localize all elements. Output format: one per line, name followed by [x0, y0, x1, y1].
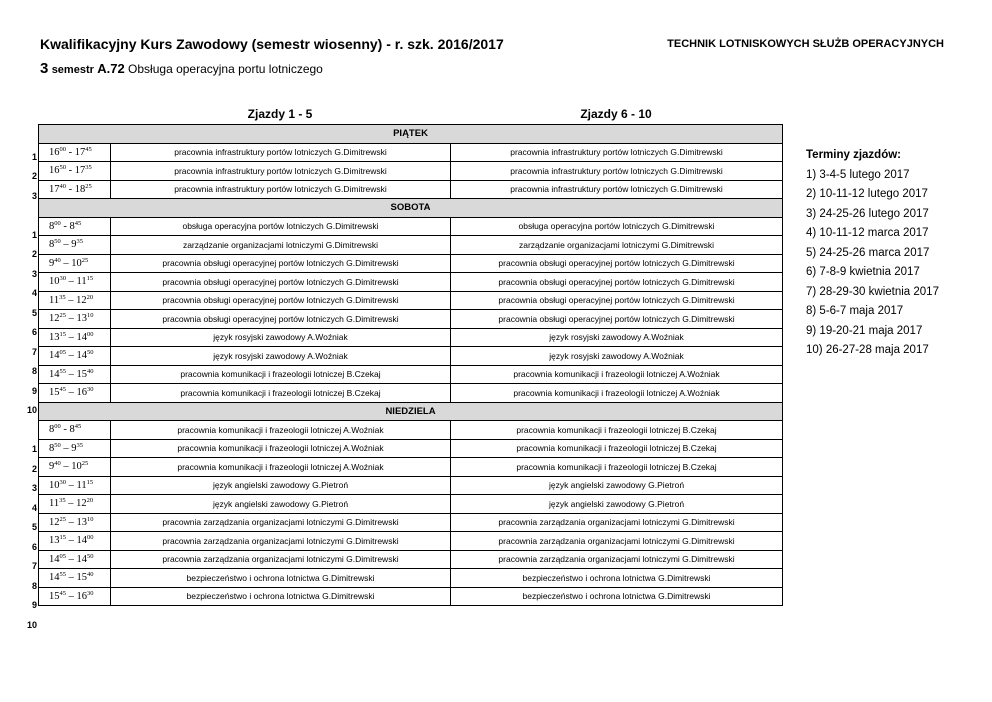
end-hour: 14	[76, 535, 87, 547]
end-minutes: 20	[86, 293, 94, 301]
start-hour: 9	[49, 257, 55, 269]
row-number: 9	[31, 385, 37, 396]
start-hour: 16	[49, 146, 60, 158]
time-separator: –	[66, 331, 77, 343]
start-minutes: 40	[54, 460, 61, 468]
row-number: 9	[31, 600, 37, 610]
row-number-column	[20, 124, 37, 631]
row-number-spacer	[20, 417, 37, 437]
start-hour: 17	[49, 183, 60, 195]
meeting-date-item: 4) 10-11-12 marca 2017	[806, 227, 929, 239]
meeting-date-item: 7) 28-29-30 kwietnia 2017	[806, 285, 939, 298]
class-cell-left: bezpieczeństwo i ochrona lotnictwa G.Dimitrewski	[111, 569, 451, 588]
row-number: 1	[31, 229, 37, 240]
end-minutes: 10	[87, 515, 94, 523]
start-minutes: 25	[59, 312, 66, 320]
end-minutes: 25	[85, 182, 92, 190]
start-hour: 15	[49, 387, 60, 399]
table-row	[39, 291, 783, 310]
end-hour: 9	[71, 442, 77, 454]
row-number: 2	[31, 171, 37, 181]
table-row	[39, 513, 783, 532]
start-hour: 8	[49, 239, 55, 251]
day-header: SOBOTA	[39, 199, 783, 218]
end-minutes: 00	[87, 534, 94, 542]
row-number: 5	[31, 307, 37, 318]
class-cell-left: pracownia infrastruktury portów lotniczych G.Dimitrewski	[111, 162, 451, 181]
meeting-date-item: 9) 19-20-21 maja 2017	[806, 324, 923, 337]
class-cell-left: pracownia komunikacji i frazeologii lotniczej A.Woźniak	[111, 439, 451, 458]
start-minutes: 45	[59, 589, 66, 597]
meeting-dates-title: Terminy zjazdów:	[806, 149, 901, 161]
semester-word: semestr	[51, 64, 94, 76]
start-minutes: 00	[54, 423, 61, 431]
time-separator: –	[66, 572, 77, 584]
table-row	[39, 365, 783, 384]
time-cell	[39, 291, 111, 310]
class-cell-left: pracownia obsługi operacyjnej portów lotniczych G.Dimitrewski	[111, 254, 451, 273]
meeting-date-item: 6) 7-8-9 kwietnia 2017	[806, 266, 920, 278]
row-number: 10	[26, 405, 37, 415]
time-separator: –	[66, 516, 77, 528]
table-row	[39, 476, 783, 495]
time-cell	[39, 495, 111, 514]
end-hour: 16	[76, 387, 87, 399]
row-number: 6	[31, 541, 37, 552]
time-cell	[39, 513, 111, 532]
start-minutes: 30	[59, 478, 66, 486]
row-number: 3	[31, 190, 37, 201]
class-cell-right: pracownia komunikacji i frazeologii lotniczej A.Woźniak	[451, 384, 783, 403]
end-hour: 12	[76, 498, 87, 510]
class-cell-right: pracownia infrastruktury portów lotniczych G.Dimitrewski	[451, 162, 783, 181]
time-separator: -	[60, 220, 70, 232]
class-cell-right: pracownia komunikacji i frazeologii lotniczej B.Czekaj	[451, 439, 783, 458]
table-row	[39, 180, 783, 199]
class-cell-right: zarządzanie organizacjami lotniczymi G.Dimitrewski	[451, 236, 783, 255]
class-cell-left: język rosyjski zawodowy A.Woźniak	[111, 347, 451, 366]
time-separator: –	[66, 276, 77, 288]
time-cell	[39, 180, 111, 199]
column-header-right: Zjazdy 6 - 10	[580, 107, 652, 121]
day-header-row	[39, 125, 783, 144]
start-hour: 14	[49, 350, 60, 362]
class-cell-right: pracownia zarządzania organizacjami lotniczymi G.Dimitrewski	[451, 532, 783, 551]
meeting-dates-list	[806, 146, 939, 361]
class-cell-left: pracownia obsługi operacyjnej portów lotniczych G.Dimitrewski	[111, 310, 451, 329]
end-hour: 13	[76, 516, 87, 528]
meeting-date-item: 5) 24-25-26 marca 2017	[806, 246, 930, 259]
start-minutes: 30	[59, 275, 66, 283]
end-minutes: 30	[87, 386, 94, 394]
end-hour: 15	[76, 572, 87, 584]
table-row	[39, 439, 783, 458]
start-hour: 14	[49, 368, 60, 380]
time-cell	[39, 347, 111, 366]
start-hour: 10	[49, 479, 60, 491]
end-minutes: 20	[86, 497, 94, 505]
class-cell-left: pracownia zarządzania organizacjami lotniczymi G.Dimitrewski	[111, 513, 451, 532]
time-cell	[39, 532, 111, 551]
table-row	[39, 143, 783, 162]
table-row	[39, 532, 783, 551]
time-separator: –	[65, 498, 77, 510]
row-number-spacer	[20, 124, 37, 144]
row-number: 4	[31, 502, 37, 513]
profession-title: TECHNIK LOTNISKOWYCH SŁUŻB OPERACYJNYCH	[667, 38, 944, 50]
column-header-left: Zjazdy 1 - 5	[247, 107, 313, 121]
day-header: PIĄTEK	[39, 125, 783, 144]
end-minutes: 50	[87, 552, 94, 560]
class-cell-right: bezpieczeństwo i ochrona lotnictwa G.Dimitrewski	[451, 569, 783, 588]
end-hour: 11	[76, 276, 87, 288]
end-minutes: 35	[76, 238, 83, 246]
end-hour: 8	[69, 220, 75, 232]
start-hour: 13	[49, 535, 60, 547]
row-number: 4	[31, 288, 37, 298]
start-hour: 12	[49, 313, 60, 325]
end-hour: 16	[76, 590, 87, 602]
time-separator: –	[60, 442, 72, 454]
time-separator: –	[60, 461, 72, 473]
start-minutes: 00	[54, 219, 61, 227]
start-minutes: 50	[54, 441, 61, 449]
time-separator: –	[66, 535, 77, 547]
time-separator: –	[66, 350, 77, 362]
start-hour: 16	[49, 165, 60, 177]
start-hour: 10	[49, 276, 60, 288]
end-hour: 17	[74, 146, 86, 158]
class-cell-left: pracownia komunikacji i frazeologii lotniczej B.Czekaj	[111, 384, 451, 403]
end-minutes: 50	[87, 349, 94, 357]
class-cell-right: pracownia komunikacji i frazeologii lotniczej B.Czekaj	[451, 421, 783, 440]
class-cell-right: pracownia infrastruktury portów lotniczych G.Dimitrewski	[451, 180, 783, 199]
time-cell	[39, 421, 111, 440]
class-cell-right: język rosyjski zawodowy A.Woźniak	[451, 328, 783, 347]
end-minutes: 35	[76, 441, 83, 449]
start-minutes: 50	[54, 238, 61, 246]
class-cell-left: zarządzanie organizacjami lotniczymi G.Dimitrewski	[111, 236, 451, 255]
row-number: 7	[31, 346, 37, 357]
table-row	[39, 254, 783, 273]
start-hour: 12	[49, 516, 60, 528]
table-row	[39, 587, 783, 606]
end-minutes: 35	[85, 164, 92, 172]
end-hour: 13	[76, 313, 87, 325]
qualification-code: A.72	[97, 61, 125, 76]
class-cell-left: pracownia komunikacji i frazeologii lotniczej A.Woźniak	[111, 421, 451, 440]
class-cell-right: pracownia obsługi operacyjnej portów lotniczych G.Dimitrewski	[451, 291, 783, 310]
row-number: 10	[26, 619, 37, 630]
table-row	[39, 328, 783, 347]
class-cell-right: pracownia obsługi operacyjnej portów lotniczych G.Dimitrewski	[451, 254, 783, 273]
table-row	[39, 273, 783, 292]
start-minutes: 25	[59, 515, 66, 523]
end-hour: 9	[71, 239, 77, 251]
table-row	[39, 236, 783, 255]
class-cell-right: język rosyjski zawodowy A.Woźniak	[451, 347, 783, 366]
end-minutes: 10	[87, 312, 94, 320]
start-minutes: 15	[59, 534, 66, 542]
class-cell-left: pracownia zarządzania organizacjami lotniczymi G.Dimitrewski	[111, 532, 451, 551]
end-hour: 10	[71, 257, 82, 269]
class-cell-left: język rosyjski zawodowy A.Woźniak	[111, 328, 451, 347]
end-minutes: 45	[85, 145, 92, 153]
class-cell-right: język angielski zawodowy G.Pietroń	[451, 495, 783, 514]
meeting-date-item: 10) 26-27-28 maja 2017	[806, 344, 929, 356]
time-cell	[39, 236, 111, 255]
time-cell	[39, 328, 111, 347]
end-hour: 14	[76, 350, 87, 362]
start-minutes: 55	[59, 571, 66, 579]
end-hour: 15	[76, 368, 87, 380]
time-separator: –	[66, 313, 77, 325]
start-hour: 9	[49, 461, 55, 473]
end-minutes: 45	[74, 219, 82, 227]
row-number: 5	[31, 522, 37, 532]
class-cell-left: pracownia komunikacji i frazeologii lotniczej B.Czekaj	[111, 365, 451, 384]
row-number: 8	[31, 366, 37, 376]
time-cell	[39, 458, 111, 477]
end-minutes: 15	[86, 275, 94, 283]
qualification-subject: Obsługa operacyjna portu lotniczego	[128, 62, 323, 76]
time-cell	[39, 384, 111, 403]
time-separator: -	[60, 424, 70, 436]
time-separator: –	[66, 368, 77, 380]
row-number: 3	[31, 268, 37, 279]
class-cell-right: język angielski zawodowy G.Pietroń	[451, 476, 783, 495]
end-hour: 8	[69, 424, 75, 436]
class-cell-right: pracownia komunikacji i frazeologii lotniczej A.Woźniak	[451, 365, 783, 384]
row-number: 6	[31, 327, 37, 337]
class-cell-right: pracownia zarządzania organizacjami lotniczymi G.Dimitrewski	[451, 550, 783, 569]
row-number: 3	[31, 483, 37, 493]
class-cell-right: pracownia komunikacji i frazeologii lotniczej B.Czekaj	[451, 458, 783, 477]
start-hour: 15	[49, 590, 60, 602]
class-cell-left: pracownia infrastruktury portów lotniczych G.Dimitrewski	[111, 180, 451, 199]
meeting-date-item: 1) 3-4-5 lutego 2017	[806, 168, 910, 181]
table-row	[39, 217, 783, 236]
class-cell-right: obsługa operacyjna portów lotniczych G.Dimitrewski	[451, 217, 783, 236]
time-separator: –	[66, 590, 77, 602]
end-minutes: 40	[87, 367, 94, 375]
meeting-date-item: 2) 10-11-12 lutego 2017	[806, 188, 928, 200]
time-cell	[39, 217, 111, 236]
end-minutes: 30	[87, 589, 94, 597]
document-title: Kwalifikacyjny Kurs Zawodowy (semestr wiosenny) - r. szk. 2016/2017	[40, 36, 504, 52]
start-minutes: 50	[59, 164, 66, 172]
start-minutes: 05	[59, 552, 66, 560]
time-cell	[39, 162, 111, 181]
class-cell-left: pracownia zarządzania organizacjami lotniczymi G.Dimitrewski	[111, 550, 451, 569]
table-row	[39, 569, 783, 588]
time-separator: –	[66, 553, 77, 565]
time-separator: -	[66, 146, 75, 158]
class-cell-left: język angielski zawodowy G.Pietroń	[111, 476, 451, 495]
end-minutes: 40	[87, 571, 94, 579]
table-row	[39, 384, 783, 403]
time-separator: –	[65, 294, 77, 306]
row-number: 1	[31, 444, 37, 454]
table-row	[39, 458, 783, 477]
schedule-table	[38, 124, 783, 606]
class-cell-left: pracownia obsługi operacyjnej portów lotniczych G.Dimitrewski	[111, 291, 451, 310]
class-cell-right: bezpieczeństwo i ochrona lotnictwa G.Dimitrewski	[451, 587, 783, 606]
end-hour: 14	[76, 553, 87, 565]
row-number-spacer	[20, 202, 37, 222]
table-row	[39, 550, 783, 569]
start-hour: 14	[49, 553, 60, 565]
start-hour: 14	[49, 572, 60, 584]
time-separator: -	[66, 183, 75, 195]
time-cell	[39, 310, 111, 329]
table-row	[39, 347, 783, 366]
class-cell-right: pracownia obsługi operacyjnej portów lotniczych G.Dimitrewski	[451, 273, 783, 292]
semester-line	[40, 60, 323, 77]
meeting-date-item: 3) 24-25-26 lutego 2017	[806, 207, 929, 220]
end-hour: 12	[76, 294, 87, 306]
end-minutes: 25	[81, 256, 89, 264]
start-minutes: 45	[59, 386, 66, 394]
class-cell-right: pracownia obsługi operacyjnej portów lotniczych G.Dimitrewski	[451, 310, 783, 329]
table-row	[39, 495, 783, 514]
class-cell-right: pracownia zarządzania organizacjami lotniczymi G.Dimitrewski	[451, 513, 783, 532]
start-minutes: 15	[59, 330, 66, 338]
end-hour: 10	[71, 461, 82, 473]
end-hour: 18	[74, 183, 86, 195]
end-hour: 17	[74, 165, 86, 177]
meeting-date-item: 8) 5-6-7 maja 2017	[806, 305, 904, 317]
end-hour: 11	[76, 479, 87, 491]
table-row	[39, 421, 783, 440]
time-cell	[39, 476, 111, 495]
start-hour: 11	[49, 498, 60, 510]
start-hour: 13	[49, 331, 60, 343]
day-header-row	[39, 199, 783, 218]
time-cell	[39, 143, 111, 162]
time-separator: –	[60, 257, 72, 269]
end-hour: 14	[76, 331, 87, 343]
start-minutes: 40	[59, 182, 66, 190]
start-minutes: 55	[59, 367, 66, 375]
start-minutes: 00	[59, 145, 66, 153]
start-minutes: 40	[54, 256, 61, 264]
day-header-row	[39, 402, 783, 421]
class-cell-right: pracownia infrastruktury portów lotniczych G.Dimitrewski	[451, 143, 783, 162]
time-cell	[39, 550, 111, 569]
class-cell-left: pracownia komunikacji i frazeologii lotniczej A.Woźniak	[111, 458, 451, 477]
class-cell-left: bezpieczeństwo i ochrona lotnictwa G.Dimitrewski	[111, 587, 451, 606]
start-minutes: 35	[59, 293, 66, 301]
start-minutes: 05	[59, 349, 66, 357]
time-cell	[39, 254, 111, 273]
time-separator: -	[66, 165, 75, 177]
class-cell-left: język angielski zawodowy G.Pietroń	[111, 495, 451, 514]
start-minutes: 35	[59, 497, 66, 505]
class-cell-left: pracownia obsługi operacyjnej portów lotniczych G.Dimitrewski	[111, 273, 451, 292]
row-number: 2	[31, 463, 37, 474]
day-header: NIEDZIELA	[39, 402, 783, 421]
table-row	[39, 162, 783, 181]
row-number: 1	[31, 151, 37, 162]
end-minutes: 00	[87, 330, 94, 338]
end-minutes: 25	[81, 460, 89, 468]
semester-number: 3	[40, 60, 49, 77]
time-separator: –	[66, 387, 77, 399]
class-cell-left: obsługa operacyjna portów lotniczych G.Dimitrewski	[111, 217, 451, 236]
time-cell	[39, 273, 111, 292]
time-cell	[39, 587, 111, 606]
time-cell	[39, 439, 111, 458]
time-cell	[39, 365, 111, 384]
table-row	[39, 310, 783, 329]
class-cell-left: pracownia infrastruktury portów lotniczych G.Dimitrewski	[111, 143, 451, 162]
row-number: 2	[31, 249, 37, 259]
row-number: 7	[31, 561, 37, 571]
start-hour: 8	[49, 424, 55, 436]
end-minutes: 45	[74, 423, 82, 431]
time-separator: –	[66, 479, 77, 491]
row-number: 8	[31, 580, 37, 591]
end-minutes: 15	[86, 478, 94, 486]
time-separator: –	[60, 239, 72, 251]
time-cell	[39, 569, 111, 588]
start-hour: 8	[49, 442, 55, 454]
start-hour: 8	[49, 220, 55, 232]
start-hour: 11	[49, 294, 60, 306]
